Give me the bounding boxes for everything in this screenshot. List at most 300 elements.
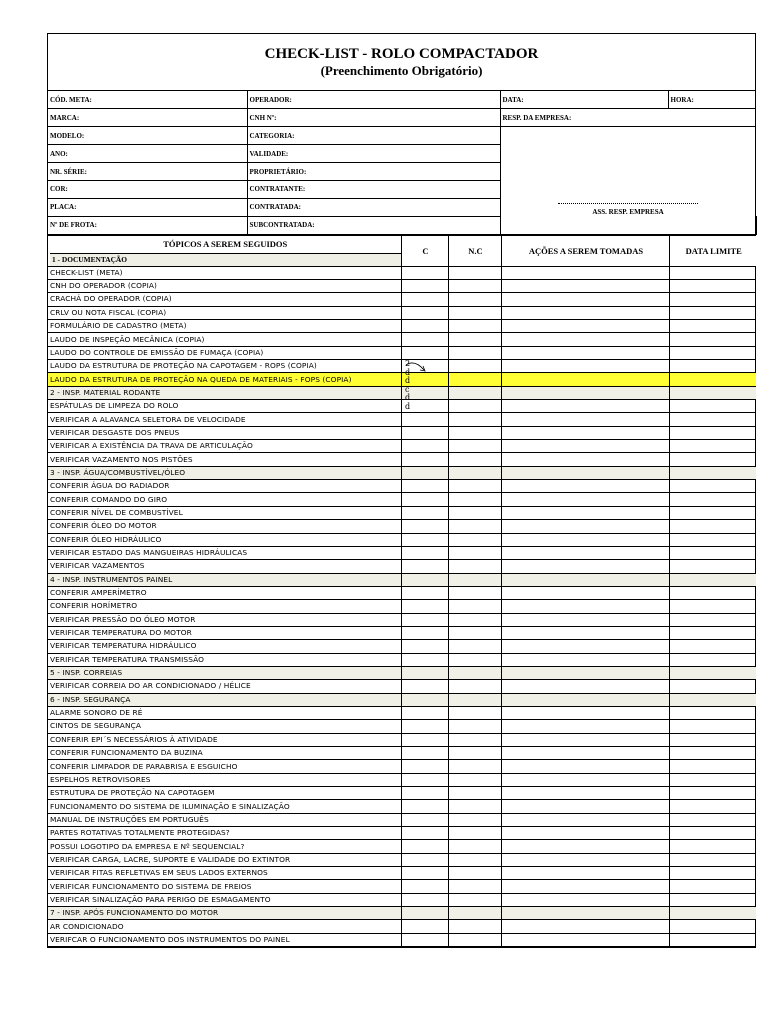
cell-acoes[interactable] xyxy=(501,293,669,306)
cell-c[interactable] xyxy=(401,546,448,559)
cell-acoes[interactable] xyxy=(501,480,669,493)
cell-nc[interactable] xyxy=(448,933,501,946)
cell-c[interactable] xyxy=(401,440,448,453)
field-data[interactable]: DATA: xyxy=(500,91,668,109)
cell-nc[interactable] xyxy=(448,840,501,853)
cell-nc[interactable] xyxy=(448,426,501,439)
cell-data-limite[interactable] xyxy=(669,293,756,306)
checklist-row xyxy=(48,546,756,559)
item-label: VERIFICAR A EXISTÊNCIA DA TRAVA DE ARTICULAÇÃO xyxy=(48,440,401,453)
cell-nc[interactable] xyxy=(448,586,501,599)
checklist-row xyxy=(48,413,756,426)
section-label: 5 - INSP. CORREIAS xyxy=(48,666,401,679)
cell-acoes[interactable] xyxy=(501,400,669,413)
cell-acoes[interactable] xyxy=(501,933,669,946)
cell-c[interactable] xyxy=(401,453,448,466)
cell-acoes[interactable] xyxy=(501,800,669,813)
cell-acoes xyxy=(501,573,669,586)
item-label: VERIFICAR PRESSÃO DO ÓLEO MOTOR xyxy=(48,613,401,626)
cell-c[interactable] xyxy=(401,293,448,306)
field-nr-serie[interactable]: NR. SÉRIE: xyxy=(48,163,247,181)
field-contratada[interactable]: CONTRATADA: xyxy=(247,198,500,216)
checklist-row xyxy=(48,506,756,519)
cell-nc[interactable] xyxy=(448,680,501,693)
cell-nc[interactable] xyxy=(448,813,501,826)
cell-c[interactable] xyxy=(401,760,448,773)
item-label: VERIFICAR FUNCIONAMENTO DO SISTEMA DE FREIOS xyxy=(48,880,401,893)
field-hora[interactable]: HORA: xyxy=(668,91,756,109)
cell-nc xyxy=(448,693,501,706)
checklist-row xyxy=(48,279,756,292)
item-label: CNH DO OPERADOR (COPIA) xyxy=(48,279,401,292)
item-label: PARTES ROTATIVAS TOTALMENTE PROTEGIDAS? xyxy=(48,827,401,840)
checklist-table xyxy=(48,235,756,948)
checklist-row xyxy=(48,840,756,853)
cell-nc[interactable] xyxy=(448,293,501,306)
cell-acoes[interactable] xyxy=(501,853,669,866)
cell-nc[interactable] xyxy=(448,747,501,760)
cell-data-limite[interactable] xyxy=(669,373,756,386)
header-data-limite: DATA LIMITE xyxy=(669,235,756,266)
cell-data-limite[interactable] xyxy=(669,346,756,359)
cell-nc[interactable] xyxy=(448,493,501,506)
cell-c[interactable] xyxy=(401,640,448,653)
checklist-row xyxy=(48,867,756,880)
cell-nc[interactable] xyxy=(448,800,501,813)
cell-c[interactable] xyxy=(401,773,448,786)
cell-nc[interactable] xyxy=(448,373,501,386)
header-topics xyxy=(48,235,401,266)
cell-data-limite[interactable] xyxy=(669,360,756,373)
cell-data-limite[interactable] xyxy=(669,520,756,533)
signature-label: ASS. RESP. EMPRESA xyxy=(592,207,664,216)
field-marca[interactable]: MARCA: xyxy=(48,109,247,127)
cell-acoes[interactable] xyxy=(501,413,669,426)
cell-data-limite xyxy=(669,907,756,920)
cell-acoes[interactable] xyxy=(501,773,669,786)
cell-c[interactable] xyxy=(401,426,448,439)
cell-acoes[interactable] xyxy=(501,760,669,773)
cell-acoes[interactable] xyxy=(501,827,669,840)
cell-nc xyxy=(448,466,501,479)
cell-data-limite[interactable] xyxy=(669,800,756,813)
cell-nc[interactable] xyxy=(448,360,501,373)
cell-data-limite[interactable] xyxy=(669,493,756,506)
cell-c[interactable] xyxy=(401,480,448,493)
cell-c[interactable] xyxy=(401,867,448,880)
cell-acoes[interactable] xyxy=(501,440,669,453)
cell-nc[interactable] xyxy=(448,653,501,666)
field-subcontratada[interactable]: SUBCONTRATADA: xyxy=(247,216,500,234)
section-label: 3 - INSP. ÁGUA/COMBUSTÍVEL/ÓLEO xyxy=(48,466,401,479)
page-subtitle: (Preenchimento Obrigatório) xyxy=(320,62,483,78)
cell-acoes[interactable] xyxy=(501,653,669,666)
cell-acoes[interactable] xyxy=(501,520,669,533)
cell-data-limite[interactable] xyxy=(669,306,756,319)
cell-c[interactable] xyxy=(401,880,448,893)
checklist-row xyxy=(48,400,756,413)
cell-nc[interactable] xyxy=(448,320,501,333)
cell-c[interactable] xyxy=(401,320,448,333)
cell-nc[interactable] xyxy=(448,880,501,893)
checklist-row xyxy=(48,493,756,506)
cell-data-limite[interactable] xyxy=(669,413,756,426)
field-cor[interactable]: COR: xyxy=(48,180,247,198)
item-label: VERIFICAR CARGA, LACRE, SUPORTE E VALIDADE DO EXTINTOR xyxy=(48,853,401,866)
checklist-row xyxy=(48,827,756,840)
cell-nc xyxy=(448,386,501,399)
cell-c[interactable] xyxy=(401,306,448,319)
checklist-row xyxy=(48,680,756,693)
cell-acoes[interactable] xyxy=(501,720,669,733)
cell-nc[interactable] xyxy=(448,920,501,933)
checklist-row xyxy=(48,346,756,359)
cell-acoes xyxy=(501,907,669,920)
cell-data-limite[interactable] xyxy=(669,600,756,613)
cell-nc[interactable] xyxy=(448,893,501,906)
cell-nc[interactable] xyxy=(448,787,501,800)
cell-data-limite[interactable] xyxy=(669,813,756,826)
cell-nc[interactable] xyxy=(448,827,501,840)
field-modelo[interactable]: MODELO: xyxy=(48,127,247,145)
cell-acoes[interactable] xyxy=(501,640,669,653)
cell-c[interactable] xyxy=(401,533,448,546)
cell-data-limite[interactable] xyxy=(669,733,756,746)
item-label: CRLV OU NOTA FISCAL (COPIA) xyxy=(48,306,401,319)
cell-acoes[interactable] xyxy=(501,426,669,439)
cell-acoes[interactable] xyxy=(501,306,669,319)
cell-data-limite[interactable] xyxy=(669,426,756,439)
item-label: ALARME SONORO DE RÉ xyxy=(48,706,401,719)
checklist-row xyxy=(48,640,756,653)
cell-data-limite[interactable] xyxy=(669,720,756,733)
cell-nc[interactable] xyxy=(448,533,501,546)
checklist-row xyxy=(48,560,756,573)
item-label: VERIFICAR SINALIZAÇÃO PARA PERIGO DE ESMAGAMENTO xyxy=(48,893,401,906)
cell-nc[interactable] xyxy=(448,853,501,866)
field-frota[interactable]: Nº DE FROTA: xyxy=(48,216,247,234)
checklist-row xyxy=(48,787,756,800)
cell-acoes[interactable] xyxy=(501,346,669,359)
cell-data-limite[interactable] xyxy=(669,920,756,933)
checklist-row xyxy=(48,760,756,773)
cell-c[interactable] xyxy=(401,747,448,760)
title-box xyxy=(48,34,755,91)
cell-acoes[interactable] xyxy=(501,840,669,853)
cell-nc[interactable] xyxy=(448,306,501,319)
cell-acoes[interactable] xyxy=(501,733,669,746)
section-label: 4 - INSP. INSTRUMENTOS PAINEL xyxy=(48,573,401,586)
cell-nc[interactable] xyxy=(448,613,501,626)
cell-data-limite[interactable] xyxy=(669,787,756,800)
cell-nc xyxy=(448,573,501,586)
cell-nc[interactable] xyxy=(448,560,501,573)
section-row xyxy=(48,466,756,479)
item-label: CONFERIR EPI´S NECESSÁRIOS À ATIVIDADE xyxy=(48,733,401,746)
cell-c[interactable] xyxy=(401,586,448,599)
cell-data-limite[interactable] xyxy=(669,880,756,893)
checklist-header-row xyxy=(48,235,756,266)
handwritten-mark: d xyxy=(405,393,411,403)
checklist-row xyxy=(48,360,756,373)
item-label: CONFERIR NÍVEL DE COMBUSTÍVEL xyxy=(48,506,401,519)
item-label: ESTRUTURA DE PROTEÇÃO NA CAPOTAGEM xyxy=(48,787,401,800)
cell-data-limite[interactable] xyxy=(669,586,756,599)
handwritten-arrow-icon xyxy=(404,361,428,375)
item-label: ESPÁTULAS DE LIMPEZA DO ROLO xyxy=(48,400,401,413)
cell-data-limite[interactable] xyxy=(669,867,756,880)
cell-acoes[interactable] xyxy=(501,920,669,933)
cell-data-limite[interactable] xyxy=(669,560,756,573)
field-categoria[interactable]: CATEGORIA: xyxy=(247,127,500,145)
section-documentacao: 1 - DOCUMENTAÇÃO xyxy=(50,253,401,266)
cell-acoes[interactable] xyxy=(501,320,669,333)
cell-nc[interactable] xyxy=(448,413,501,426)
header-acoes: AÇÕES A SEREM TOMADAS xyxy=(501,235,669,266)
cell-acoes[interactable] xyxy=(501,360,669,373)
cell-acoes[interactable] xyxy=(501,493,669,506)
item-label: VERIFICAR A ALAVANCA SELETORA DE VELOCIDADE xyxy=(48,413,401,426)
cell-acoes[interactable] xyxy=(501,893,669,906)
cell-data-limite[interactable] xyxy=(669,760,756,773)
cell-c xyxy=(401,573,448,586)
cell-c[interactable] xyxy=(401,279,448,292)
cell-acoes[interactable] xyxy=(501,533,669,546)
cell-nc[interactable] xyxy=(448,453,501,466)
cell-data-limite[interactable] xyxy=(669,480,756,493)
cell-nc[interactable] xyxy=(448,626,501,639)
cell-data-limite[interactable] xyxy=(669,453,756,466)
section-row xyxy=(48,573,756,586)
field-cod-meta[interactable]: CÓD. META: xyxy=(48,91,247,109)
cell-acoes xyxy=(501,666,669,679)
cell-data-limite[interactable] xyxy=(669,640,756,653)
cell-acoes[interactable] xyxy=(501,453,669,466)
cell-c[interactable] xyxy=(401,800,448,813)
cell-acoes[interactable] xyxy=(501,279,669,292)
cell-c[interactable] xyxy=(401,653,448,666)
field-placa[interactable]: PLACA: xyxy=(48,198,247,216)
cell-c[interactable] xyxy=(401,920,448,933)
cell-data-limite[interactable] xyxy=(669,440,756,453)
handwritten-mark: d xyxy=(405,402,411,411)
item-label: VERIFICAR ESTADO DAS MANGUEIRAS HIDRÁULICAS xyxy=(48,546,401,559)
item-label: LAUDO DA ESTRUTURA DE PROTEÇÃO NA QUEDA DE MATERIAIS - FOPS (COPIA) xyxy=(48,373,401,386)
checklist-row xyxy=(48,813,756,826)
cell-acoes[interactable] xyxy=(501,266,669,279)
cell-c[interactable] xyxy=(401,827,448,840)
cell-c[interactable] xyxy=(401,680,448,693)
cell-nc[interactable] xyxy=(448,867,501,880)
cell-c xyxy=(401,666,448,679)
signature-box[interactable] xyxy=(500,127,756,234)
checklist-row xyxy=(48,773,756,786)
checklist-row xyxy=(48,800,756,813)
handwritten-mark: d xyxy=(405,376,411,386)
cell-acoes[interactable] xyxy=(501,546,669,559)
item-label: CONFERIR AMPERÍMETRO xyxy=(48,586,401,599)
cell-nc[interactable] xyxy=(448,760,501,773)
header-nc: N.C xyxy=(448,235,501,266)
cell-c[interactable] xyxy=(401,613,448,626)
item-label: AR CONDICIONADO xyxy=(48,920,401,933)
cell-c[interactable] xyxy=(401,493,448,506)
cell-acoes xyxy=(501,466,669,479)
cell-c xyxy=(401,693,448,706)
field-ano[interactable]: ANO: xyxy=(48,145,247,163)
item-label: CONFERIR LIMPADOR DE PARABRISA E ESGUICHO xyxy=(48,760,401,773)
cell-c[interactable] xyxy=(401,813,448,826)
cell-nc xyxy=(448,666,501,679)
checklist-sheet xyxy=(47,33,756,948)
cell-c[interactable] xyxy=(401,733,448,746)
cell-data-limite[interactable] xyxy=(669,680,756,693)
checklist-row xyxy=(48,893,756,906)
cell-acoes[interactable] xyxy=(501,787,669,800)
cell-c[interactable] xyxy=(401,933,448,946)
checklist-row xyxy=(48,533,756,546)
checklist-row xyxy=(48,720,756,733)
item-label: LAUDO DO CONTROLE DE EMISSÃO DE FUMAÇA (COPIA) xyxy=(48,346,401,359)
cell-nc[interactable] xyxy=(448,266,501,279)
cell-data-limite[interactable] xyxy=(669,706,756,719)
checklist-row xyxy=(48,880,756,893)
item-label: LAUDO DA ESTRUTURA DE PROTEÇÃO NA CAPOTAGEM - ROPS (COPIA) xyxy=(48,360,401,373)
field-operador[interactable]: OPERADOR: xyxy=(247,91,500,109)
cell-acoes[interactable] xyxy=(501,626,669,639)
cell-nc[interactable] xyxy=(448,773,501,786)
cell-data-limite[interactable] xyxy=(669,626,756,639)
cell-data-limite[interactable] xyxy=(669,827,756,840)
cell-nc[interactable] xyxy=(448,346,501,359)
checklist-row xyxy=(48,653,756,666)
cell-c[interactable] xyxy=(401,840,448,853)
cell-data-limite[interactable] xyxy=(669,533,756,546)
cell-acoes[interactable] xyxy=(501,600,669,613)
cell-data-limite[interactable] xyxy=(669,773,756,786)
checklist-row xyxy=(48,320,756,333)
cell-acoes[interactable] xyxy=(501,586,669,599)
cell-data-limite xyxy=(669,666,756,679)
signature-line xyxy=(558,203,698,204)
checklist-row xyxy=(48,453,756,466)
cell-acoes[interactable] xyxy=(501,333,669,346)
cell-acoes[interactable] xyxy=(501,613,669,626)
cell-nc[interactable] xyxy=(448,400,501,413)
checklist-row xyxy=(48,480,756,493)
cell-c[interactable] xyxy=(401,893,448,906)
cell-data-limite[interactable] xyxy=(669,333,756,346)
cell-nc[interactable] xyxy=(448,506,501,519)
cell-acoes[interactable] xyxy=(501,506,669,519)
cell-c[interactable] xyxy=(401,346,448,359)
cell-data-limite[interactable] xyxy=(669,893,756,906)
handwritten-mark: 2 xyxy=(405,359,411,368)
checklist-row xyxy=(48,747,756,760)
cell-nc[interactable] xyxy=(448,546,501,559)
cell-acoes[interactable] xyxy=(501,813,669,826)
cell-data-limite[interactable] xyxy=(669,266,756,279)
cell-nc[interactable] xyxy=(448,706,501,719)
cell-data-limite xyxy=(669,466,756,479)
cell-nc[interactable] xyxy=(448,600,501,613)
cell-acoes[interactable] xyxy=(501,880,669,893)
cell-c[interactable] xyxy=(401,853,448,866)
checklist-row xyxy=(48,626,756,639)
cell-nc[interactable] xyxy=(448,520,501,533)
cell-data-limite[interactable] xyxy=(669,320,756,333)
cell-nc[interactable] xyxy=(448,640,501,653)
cell-acoes[interactable] xyxy=(501,680,669,693)
cell-c[interactable] xyxy=(401,520,448,533)
cell-c[interactable] xyxy=(401,560,448,573)
item-label: VERIFICAR DESGASTE DOS PNEUS xyxy=(48,426,401,439)
item-label: LAUDO DE INSPEÇÃO MECÂNICA (COPIA) xyxy=(48,333,401,346)
cell-c[interactable] xyxy=(401,506,448,519)
item-label: FORMULÁRIO DE CADASTRO (META) xyxy=(48,320,401,333)
cell-acoes[interactable] xyxy=(501,373,669,386)
cell-data-limite[interactable] xyxy=(669,840,756,853)
cell-acoes xyxy=(501,386,669,399)
cell-c[interactable] xyxy=(401,413,448,426)
cell-data-limite[interactable] xyxy=(669,747,756,760)
cell-acoes[interactable] xyxy=(501,560,669,573)
cell-acoes[interactable] xyxy=(501,706,669,719)
field-validade[interactable]: VALIDADE: xyxy=(247,145,500,163)
cell-acoes[interactable] xyxy=(501,747,669,760)
cell-nc xyxy=(448,907,501,920)
cell-data-limite[interactable] xyxy=(669,546,756,559)
item-label: VERIFICAR TEMPERATURA DO MOTOR xyxy=(48,626,401,639)
checklist-row xyxy=(48,440,756,453)
item-label: VERIFICAR FITAS REFLETIVAS EM SEUS LADOS EXTERNOS xyxy=(48,867,401,880)
cell-c[interactable] xyxy=(401,706,448,719)
field-resp-empresa[interactable]: RESP. DA EMPRESA: xyxy=(500,109,756,127)
cell-nc[interactable] xyxy=(448,733,501,746)
item-label: VERIFICAR VAZAMENTOS xyxy=(48,560,401,573)
item-label: VERIFICAR VAZAMENTO NOS PISTÕES xyxy=(48,453,401,466)
cell-nc[interactable] xyxy=(448,480,501,493)
cell-data-limite[interactable] xyxy=(669,506,756,519)
field-contratante[interactable]: CONTRATANTE: xyxy=(247,180,500,198)
cell-c[interactable] xyxy=(401,266,448,279)
checklist-row xyxy=(48,426,756,439)
field-proprietario[interactable]: PROPRIETÁRIO: xyxy=(247,163,500,181)
cell-nc[interactable] xyxy=(448,440,501,453)
cell-c[interactable] xyxy=(401,787,448,800)
cell-data-limite[interactable] xyxy=(669,933,756,946)
cell-c[interactable] xyxy=(401,626,448,639)
cell-c[interactable] xyxy=(401,333,448,346)
item-label: CONFERIR COMANDO DO GIRO xyxy=(48,493,401,506)
cell-data-limite[interactable] xyxy=(669,613,756,626)
cell-nc[interactable] xyxy=(448,279,501,292)
checklist-row xyxy=(48,853,756,866)
section-label: 6 - INSP. SEGURANÇA xyxy=(48,693,401,706)
cell-data-limite[interactable] xyxy=(669,653,756,666)
cell-nc[interactable] xyxy=(448,720,501,733)
section-row xyxy=(48,693,756,706)
cell-nc[interactable] xyxy=(448,333,501,346)
cell-c[interactable] xyxy=(401,600,448,613)
cell-c[interactable] xyxy=(401,720,448,733)
cell-data-limite[interactable] xyxy=(669,279,756,292)
cell-data-limite[interactable] xyxy=(669,853,756,866)
cell-acoes[interactable] xyxy=(501,867,669,880)
header-topics-label: TÓPICOS A SEREM SEGUIDOS xyxy=(163,238,288,249)
cell-data-limite[interactable] xyxy=(669,400,756,413)
field-cnh[interactable]: CNH Nº: xyxy=(247,109,500,127)
